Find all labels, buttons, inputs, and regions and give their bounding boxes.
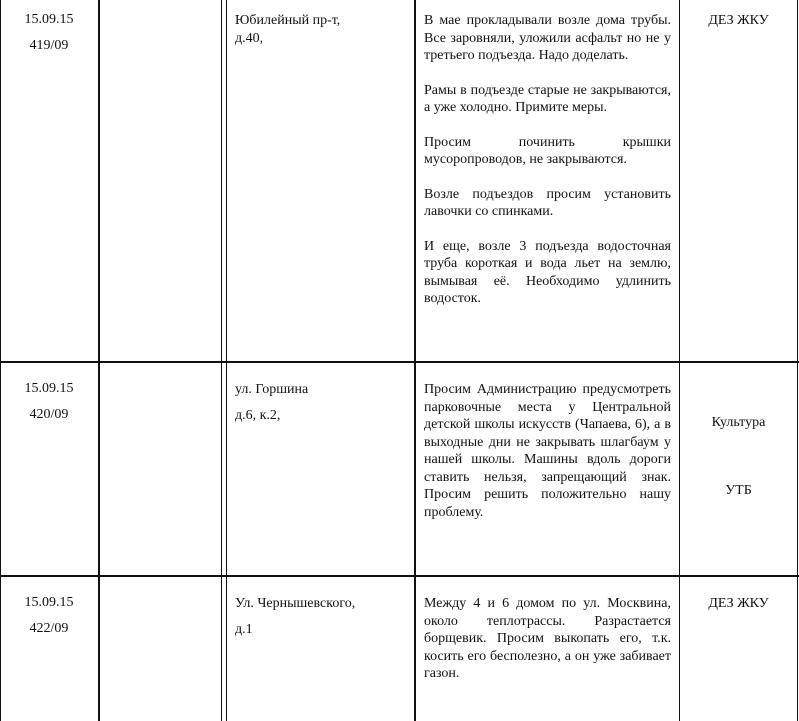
- executor-name: УТБ: [725, 482, 752, 498]
- address-cell: [235, 12, 410, 47]
- request-paragraph: Просим Администрацию предусмотреть парковочные места у Центральной детской школы искусств (Чапаева, 6), а в выходные дни не закрывать шлагбаум у нашей школы. Машины вдоль дороги ставить нельзя, запрещающий знак. Просим решить положительно нашу проблему.: [424, 382, 671, 520]
- request-paragraph: Просим починить крышки мусоропроводов, не закрываются.: [424, 134, 671, 167]
- request-paragraph: Возле подъездов просим установить лавочки со спинками.: [424, 186, 671, 219]
- address-street: Ул. Чернышевского,: [235, 596, 356, 611]
- executor-name: ДЕЗ ЖКУ: [708, 596, 769, 611]
- address-cell: [235, 381, 410, 424]
- request-date: 15.09.15: [24, 381, 74, 396]
- row-divider-1: [0, 361, 799, 363]
- executor-cell: [680, 414, 797, 499]
- address-cell: [235, 595, 410, 638]
- request-number: 422/09: [29, 620, 69, 636]
- request-number: 420/09: [29, 406, 69, 422]
- request-paragraph: И еще, возле 3 подъезда водосточная труба короткая и вода льет на землю, вымывая её. Необходимо удлинить водосток.: [424, 238, 671, 306]
- request-text-cell: [424, 381, 671, 521]
- request-paragraph: В мае прокладывали возле дома трубы. Все заровняли, уложили асфальт но не у третьего подъезда. Надо доделать.: [424, 13, 671, 63]
- address-street: ул. Горшина: [235, 382, 309, 397]
- executor-name: Культура: [711, 415, 766, 430]
- executor-name: ДЕЗ ЖКУ: [708, 13, 769, 28]
- request-text-cell: [424, 595, 671, 683]
- request-paragraph: Рамы в подъезде старые не закрываются, а уже холодно. Примите меры.: [424, 82, 671, 115]
- row-divider-2: [0, 575, 799, 577]
- address-house: д.1: [235, 621, 253, 637]
- address-house: д.40,: [235, 30, 264, 46]
- request-text-cell: [424, 12, 671, 308]
- request-number: 419/09: [29, 37, 69, 53]
- address-house: д.6, к.2,: [235, 407, 281, 423]
- request-paragraph: Между 4 и 6 домом по ул. Москвина, около теплотрассы. Разрастается борщевик. Просим выкопать его, т.к. косить его бесполезно, а он уже забивает газон.: [424, 596, 671, 681]
- executor-cell: [680, 12, 797, 30]
- table-row: [0, 380, 98, 423]
- request-date: 15.09.15: [24, 595, 74, 610]
- table-row: [0, 11, 98, 54]
- address-street: Юбилейный пр-т,: [235, 13, 341, 28]
- table-row: [0, 594, 98, 637]
- request-date: 15.09.15: [24, 12, 74, 27]
- executor-cell: [680, 595, 797, 613]
